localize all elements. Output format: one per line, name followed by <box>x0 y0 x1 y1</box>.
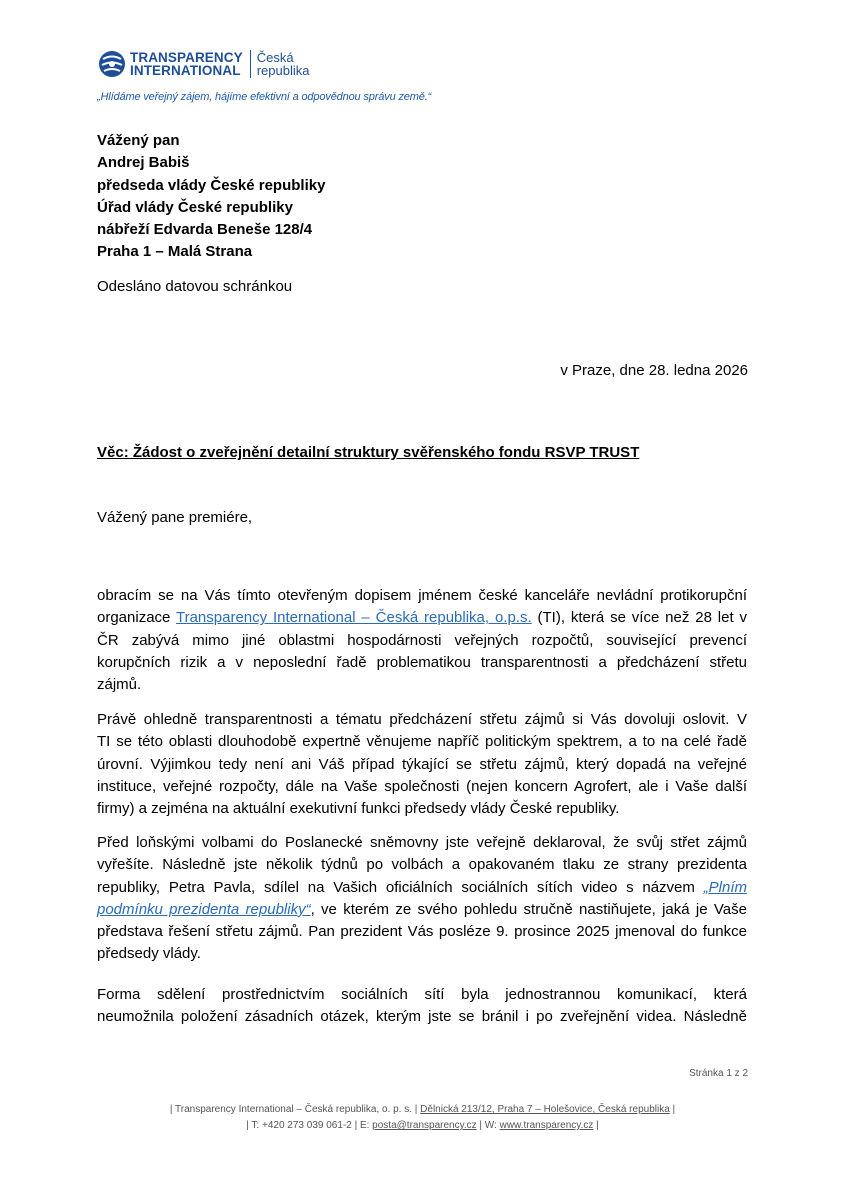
footer-line-1 <box>0 1103 845 1117</box>
ti-organization-link[interactable]: Transparency International – Česká republika, o.p.s. <box>175 609 532 627</box>
text-line: korupčních rizik a v neposlední řadě problematikou transparentnosti a předcházení střetu <box>97 653 747 671</box>
recipient-line: Vážený pan <box>97 132 180 149</box>
logo-country-2: republika <box>256 63 310 78</box>
video-title-link[interactable]: „Plním <box>703 878 747 896</box>
subject-line: Věc: Žádost o zveřejnění detailní struktury svěřenského fondu RSVP TRUST <box>97 444 640 461</box>
footer-address: Dělnická 213/12, Praha 7 – Holešovice, Česká republika <box>420 1104 670 1115</box>
logo-line-1: TRANSPARENCY <box>130 50 243 65</box>
page-number: Stránka 1 z 2 <box>689 1068 748 1079</box>
footer-web-link[interactable]: www.transparency.cz <box>499 1120 594 1131</box>
text-line: vyřešíte. Následně jste několik týdnů po volbách a opakovaném tlaku ze strany prezidenta <box>97 856 747 874</box>
footer-text: | <box>593 1120 599 1131</box>
footer-text: | <box>669 1104 676 1115</box>
footer-text: | T: +420 273 039 061-2 | E: <box>246 1120 373 1131</box>
paragraph-3 <box>97 832 747 966</box>
text-line: úrovní. Výjimkou tedy není ani Váš případ týkající se střetu zájmů, který dopadá na veřejné <box>97 755 747 773</box>
footer-line-2 <box>0 1119 845 1133</box>
text-line: Před loňskými volbami do Poslanecké sněmovny jste veřejně deklaroval, že svůj střet zájmů <box>97 834 747 851</box>
text-line <box>97 877 747 899</box>
recipient-line: Andrej Babiš <box>97 154 190 172</box>
text-line: obracím se na Vás tímto otevřeným dopisem jménem české kanceláře nevládní protikorupční <box>97 587 747 604</box>
text-line <box>97 607 747 629</box>
paragraph-2 <box>97 709 747 820</box>
recipient-line: Úřad vlády České republiky <box>97 198 293 216</box>
globe-logo-icon <box>98 50 126 78</box>
recipient-line: předseda vlády České republiky <box>97 176 326 194</box>
footer-email-link[interactable]: posta@transparency.cz <box>372 1120 477 1131</box>
text-line: Forma sdělení prostřednictvím sociálních sítí byla jednostrannou komunikací, která <box>97 986 747 1003</box>
text-line: zájmů. <box>97 676 142 694</box>
text-line: předsedy vlády. <box>97 945 201 963</box>
text-line: TI se této oblasti dlouhodobě expertně věnujeme napříč politickým spektrem, a to na celé řadě <box>97 733 747 751</box>
text-span: , ve kterém ze svého pohledu stručně nastiňujete, jaká je Vaše <box>310 900 747 918</box>
motto: „Hlídáme veřejný zájem, hájíme efektivní a odpovědnou správu země.“ <box>97 91 432 103</box>
sent-via: Odesláno datovou schránkou <box>97 278 293 295</box>
recipient-line: nábřeží Edvarda Beneše 128/4 <box>97 221 313 239</box>
recipient-line: Praha 1 – Malá Strana <box>97 243 253 261</box>
text-line: Právě ohledně transparentnosti a tématu předcházení střetu zájmů si Vás dovoluji oslovit. V <box>97 711 747 728</box>
salutation: Vážený pane premiére, <box>97 509 253 526</box>
text-line: představa řešení střetu zájmů. Pan prezident Vás posléze 9. prosince 2025 jmenoval do funkce <box>97 923 747 941</box>
video-title-link-cont[interactable]: podmínku prezidenta republiky“ <box>97 900 311 918</box>
recipient-address <box>97 130 325 264</box>
text-span: (TI), která se více než 28 let v <box>531 609 747 627</box>
text-span: republiky, Petra Pavla, sdílel na Vašich oficiálních sociálních sítích video s názvem <box>97 878 704 896</box>
text-span: organizace <box>97 609 176 627</box>
organization-logo <box>98 50 309 78</box>
paragraph-4 <box>97 984 747 1029</box>
text-line <box>97 899 747 921</box>
logo-country <box>257 51 310 77</box>
footer-text: | Transparency International – Česká republika, o. p. s. | <box>169 1104 421 1115</box>
text-line: instituce, veřejné rozpočty, dále na Vaše společnosti (nejen koncern Agrofert, ale i Vaše další <box>97 777 747 795</box>
text-line: ČR zabývá mimo jiné oblastmi hospodárnosti veřejných rozpočtů, související prevencí <box>97 631 747 649</box>
date-line: v Praze, dne 28. ledna 2026 <box>560 362 748 379</box>
footer-text: | W: <box>476 1120 500 1131</box>
logo-line-2: INTERNATIONAL <box>130 63 241 78</box>
logo-country-1: Česká <box>256 50 294 65</box>
paragraph-1 <box>97 585 747 696</box>
text-line: firmy) a zejména na aktuální exekutivní funkci předsedy vlády České republiky. <box>97 800 620 818</box>
logo-wordmark <box>130 51 243 77</box>
text-line: neumožnila položení zásadních otázek, kterým jste se bránil i po zveřejnění videa. Následně <box>97 1008 747 1026</box>
logo-divider <box>250 50 251 78</box>
